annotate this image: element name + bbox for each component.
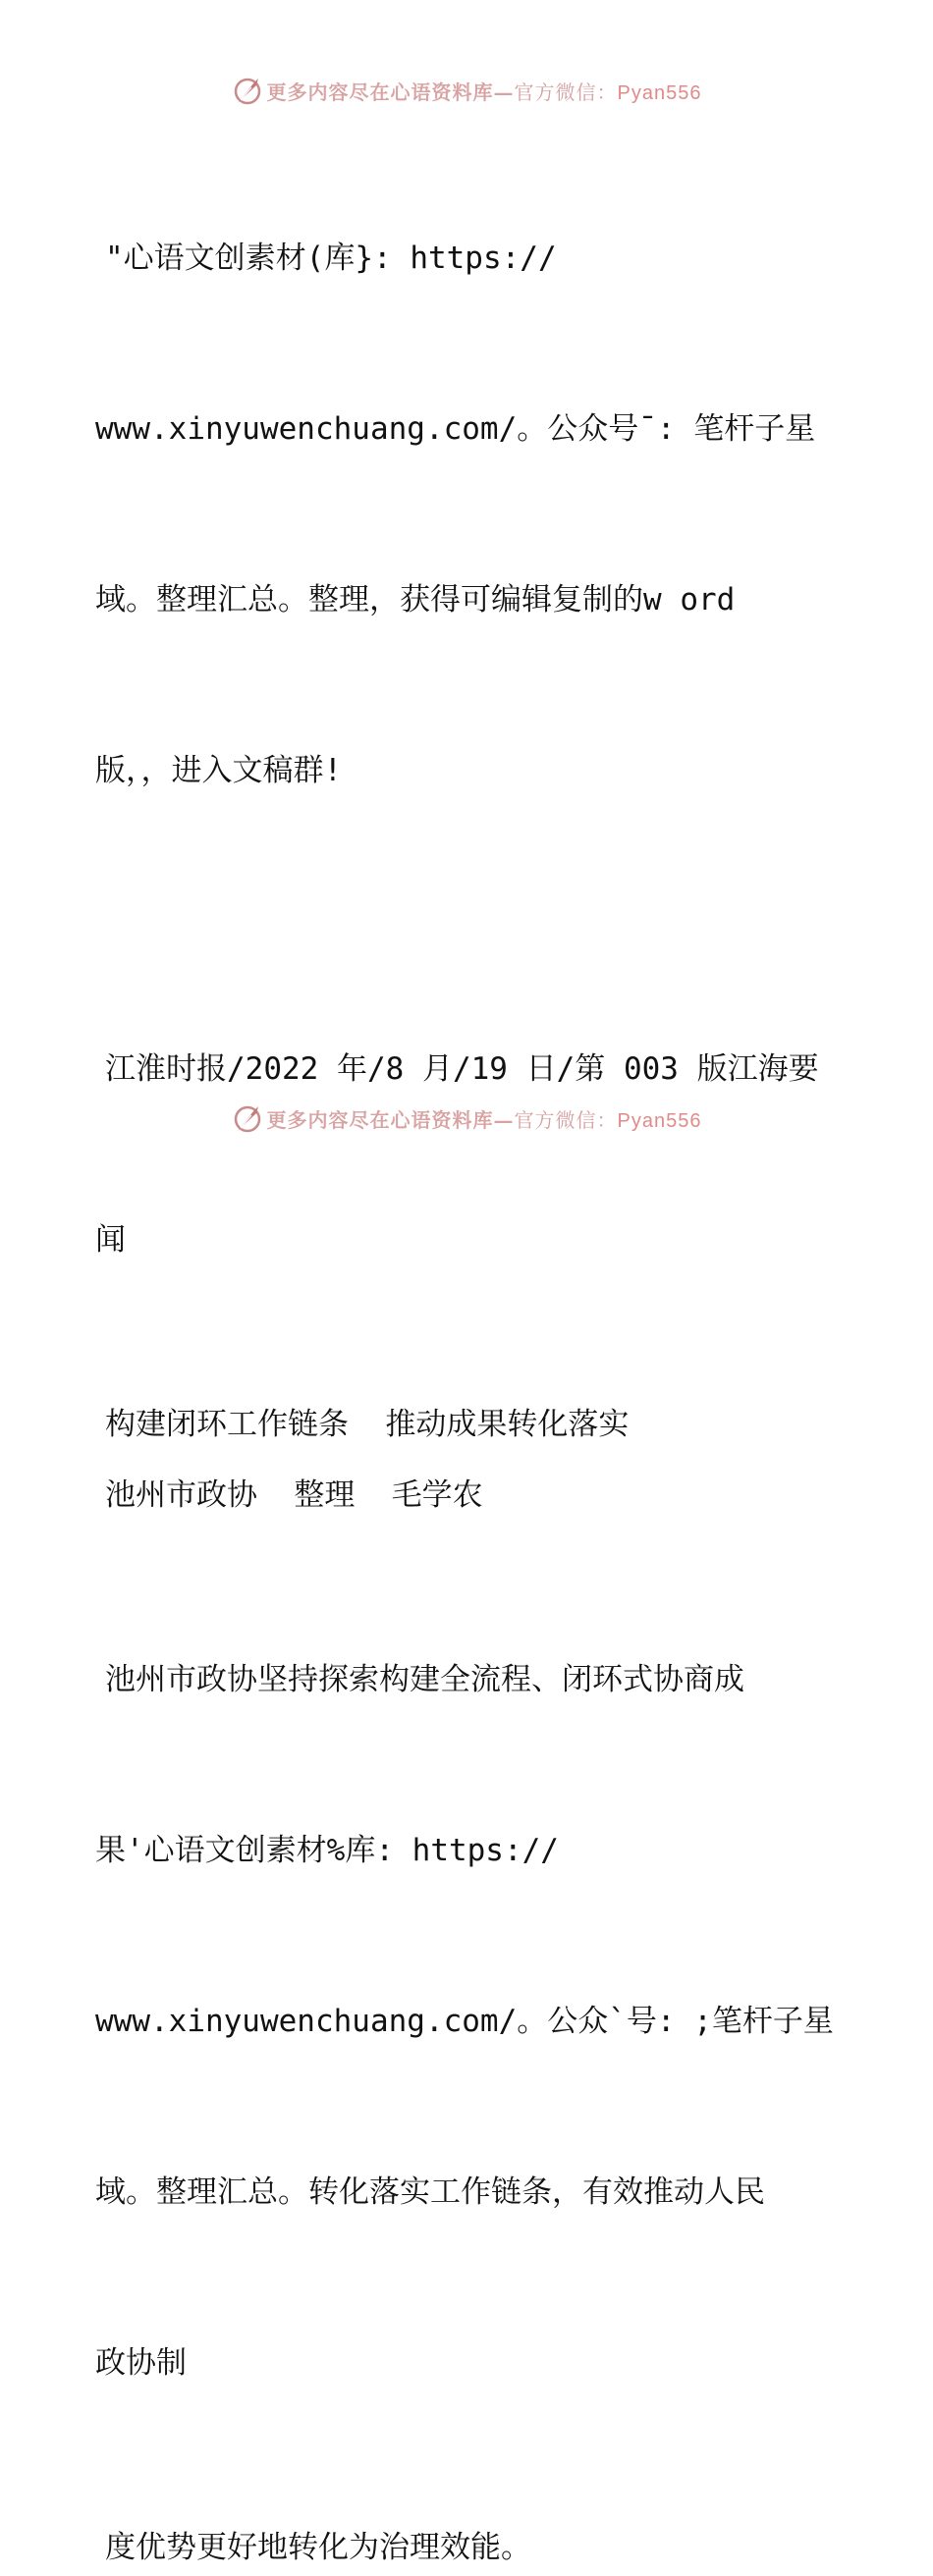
text-line: 政协制 xyxy=(95,2345,187,2381)
footer-banner xyxy=(0,1099,933,1138)
document-body xyxy=(95,116,842,2576)
body-paragraph xyxy=(95,1537,842,2505)
text-line: www.xinyuwenchuang.com/。公众`号: ;笔杆子星 xyxy=(95,2004,834,2039)
text-line: 版，，进入文稿群! xyxy=(95,753,343,788)
text-line: 域。整理汇总。转化落实工作链条，有效推动人民 xyxy=(95,2174,765,2210)
text-line: 闻 xyxy=(95,1222,126,1258)
text-line: 果'心语文创素材%库: https:// xyxy=(95,1833,559,1868)
source-paragraph xyxy=(95,927,842,1382)
text-line: 域。整理汇总。整理，获得可编辑复制的w ord xyxy=(95,582,736,617)
banner-text: 更多内容尽在心语资料库—官方微信：Pyan556 xyxy=(266,1107,702,1132)
header-banner xyxy=(0,71,933,110)
text-line: "心语文创素材(库}: https:// xyxy=(105,241,557,276)
text-line: 池州市政协坚持探索构建全流程、闭环式协商成 xyxy=(105,1662,744,1697)
banner-text: 更多内容尽在心语资料库—官方微信：Pyan556 xyxy=(266,80,702,104)
quill-logo-icon xyxy=(232,1102,263,1134)
article-title: 构建闭环工作链条 推动成果转化落实 xyxy=(105,1407,630,1442)
closing-paragraph: 度优势更好地转化为治理效能。 xyxy=(105,2530,531,2565)
text-line: www.xinyuwenchuang.com/。公众号¯: 笔杆子星 xyxy=(95,411,816,447)
text-line: 江淮时报/2022 年/8 月/19 日/第 003 版江海要 xyxy=(105,1051,819,1087)
intro-paragraph xyxy=(95,116,842,913)
article-byline: 池州市政协 整理 毛学农 xyxy=(105,1477,483,1513)
quill-logo-icon xyxy=(232,75,263,106)
